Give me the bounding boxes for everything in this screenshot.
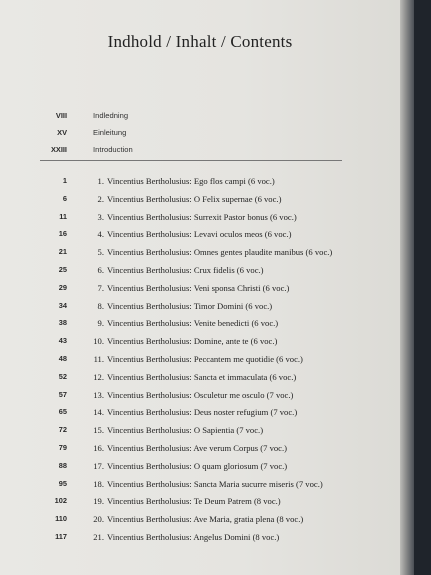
entry-page-number: 34: [58, 300, 67, 310]
entry-number: 9.: [97, 318, 104, 329]
entry-title: Vincentius Bertholusius: O quam gloriosum (7 voc.): [107, 460, 288, 471]
entry-title: Vincentius Bertholusius: Levavi oculos meos (6 voc.): [107, 229, 292, 240]
entry-number: 19.: [93, 496, 104, 507]
entry-number: 13.: [93, 389, 104, 400]
divider: [40, 160, 342, 161]
contents-entry: [0, 336, 400, 352]
entry-page-number: 21: [58, 247, 67, 257]
entry-page-number: 16: [58, 229, 67, 239]
entry-page-number: 52: [58, 371, 67, 381]
intro-label: Einleitung: [93, 128, 127, 137]
entry-number: 6.: [97, 265, 104, 275]
entry-number: 21.: [93, 532, 104, 542]
entry-number: 8.: [97, 300, 104, 311]
contents-entry: [0, 176, 400, 192]
entry-page-number: 57: [58, 389, 67, 399]
intro-page-number: XV: [57, 128, 67, 137]
entry-page-number: 43: [58, 336, 67, 346]
contents-entry: [0, 283, 400, 299]
entry-page-number: 1: [62, 176, 67, 185]
entry-page-number: 117: [55, 532, 67, 541]
contents-entry: [0, 247, 400, 263]
entry-title: Vincentius Bertholusius: Surrexit Pastor bonus (6 voc.): [107, 211, 297, 222]
contents-entry: [0, 496, 400, 512]
entry-page-number: 29: [58, 282, 67, 292]
entry-title: Vincentius Bertholusius: O Felix supernae (6 voc.): [107, 193, 282, 204]
entry-title: Vincentius Bertholusius: Deus noster refugium (7 voc.): [107, 407, 298, 418]
entry-number: 11.: [93, 354, 104, 364]
entry-title: Vincentius Bertholusius: Ego flos campi (6 voc.): [107, 176, 275, 186]
contents-entry: [0, 425, 400, 441]
intro-label: Introduction: [93, 145, 133, 154]
entry-number: 4.: [97, 229, 104, 240]
entry-page-number: 102: [54, 496, 67, 506]
entry-title: Vincentius Bertholusius: Ave Maria, gratia plena (8 voc.): [107, 514, 304, 525]
contents-entry: [0, 318, 400, 334]
intro-page-number: VIII: [55, 111, 67, 120]
contents-entry: [0, 212, 400, 228]
contents-entry: [0, 461, 400, 477]
entry-title: Vincentius Bertholusius: Crux fidelis (6 voc.): [107, 265, 264, 275]
intro-item: [0, 145, 400, 161]
entry-number: 5.: [97, 247, 104, 258]
entry-title: Vincentius Bertholusius: Ave verum Corpus (7 voc.): [107, 443, 288, 453]
intro-page-number: XXIII: [50, 145, 67, 154]
entry-page-number: 95: [58, 478, 67, 488]
entry-page-number: 11: [59, 211, 67, 221]
entry-page-number: 79: [58, 443, 67, 452]
entry-page-number: 88: [58, 460, 67, 470]
entry-number: 18.: [93, 478, 104, 489]
entry-title: Vincentius Bertholusius: Timor Domini (6 voc.): [107, 300, 273, 311]
contents-entry: [0, 354, 400, 370]
contents-entry: [0, 229, 400, 245]
entry-title: Vincentius Bertholusius: Venite benedicti (6 voc.): [107, 318, 279, 329]
entry-title: Vincentius Bertholusius: Omnes gentes plaudite manibus (6 voc.): [107, 247, 333, 258]
entry-title: Vincentius Bertholusius: Sancta Maria sucurre miseris (7 voc.): [107, 478, 323, 489]
intro-item: [0, 111, 400, 127]
contents-entry: [0, 407, 400, 423]
entry-page-number: 72: [58, 425, 67, 435]
entry-number: 12.: [93, 371, 104, 382]
entry-number: 16.: [93, 443, 104, 453]
entry-title: Vincentius Bertholusius: Te Deum Patrem (8 voc.): [107, 496, 281, 507]
contents-entry: [0, 443, 400, 459]
entry-number: 15.: [93, 425, 104, 436]
entry-number: 2.: [97, 193, 104, 204]
entry-page-number: 65: [58, 407, 67, 417]
entry-page-number: 38: [58, 318, 67, 328]
intro-label: Indledning: [93, 111, 129, 120]
entry-page-number: 48: [58, 354, 67, 363]
intro-item: [0, 128, 400, 144]
contents-entry: [0, 372, 400, 388]
page-title: Indhold / Inhalt / Contents: [107, 32, 293, 51]
entry-title: Vincentius Bertholusius: Angelus Domini (8 voc.): [107, 532, 280, 542]
entry-title: Vincentius Bertholusius: Peccantem me quotidie (6 voc.): [107, 354, 303, 364]
entry-page-number: 25: [58, 265, 67, 274]
entry-title: Vincentius Bertholusius: Domine, ante te (6 voc.): [107, 336, 278, 347]
contents-entry: [0, 194, 400, 210]
contents-entry: [0, 514, 400, 530]
entry-title: Vincentius Bertholusius: O Sapientia (7 voc.): [107, 425, 264, 436]
entry-number: 17.: [93, 460, 104, 471]
contents-entry: [0, 265, 400, 281]
entry-number: 3.: [97, 211, 104, 222]
contents-entry: [0, 479, 400, 495]
entry-title: Vincentius Bertholusius: Veni sponsa Christi (6 voc.): [107, 282, 290, 293]
entry-number: 20.: [93, 514, 104, 525]
entry-title: Vincentius Bertholusius: Sancta et immaculata (6 voc.): [107, 371, 297, 382]
entry-number: 14.: [93, 407, 104, 418]
contents-entry: [0, 532, 400, 548]
background: [414, 0, 431, 575]
page-edge: [400, 0, 414, 575]
entry-page-number: 110: [55, 514, 67, 524]
entry-number: 7.: [97, 282, 104, 293]
entry-page-number: 6: [62, 193, 67, 203]
entry-title: Vincentius Bertholusius: Osculetur me osculo (7 voc.): [107, 389, 294, 400]
entry-number: 10.: [93, 336, 104, 347]
entry-number: 1.: [97, 176, 104, 186]
contents-entry: [0, 301, 400, 317]
contents-entry: [0, 390, 400, 406]
